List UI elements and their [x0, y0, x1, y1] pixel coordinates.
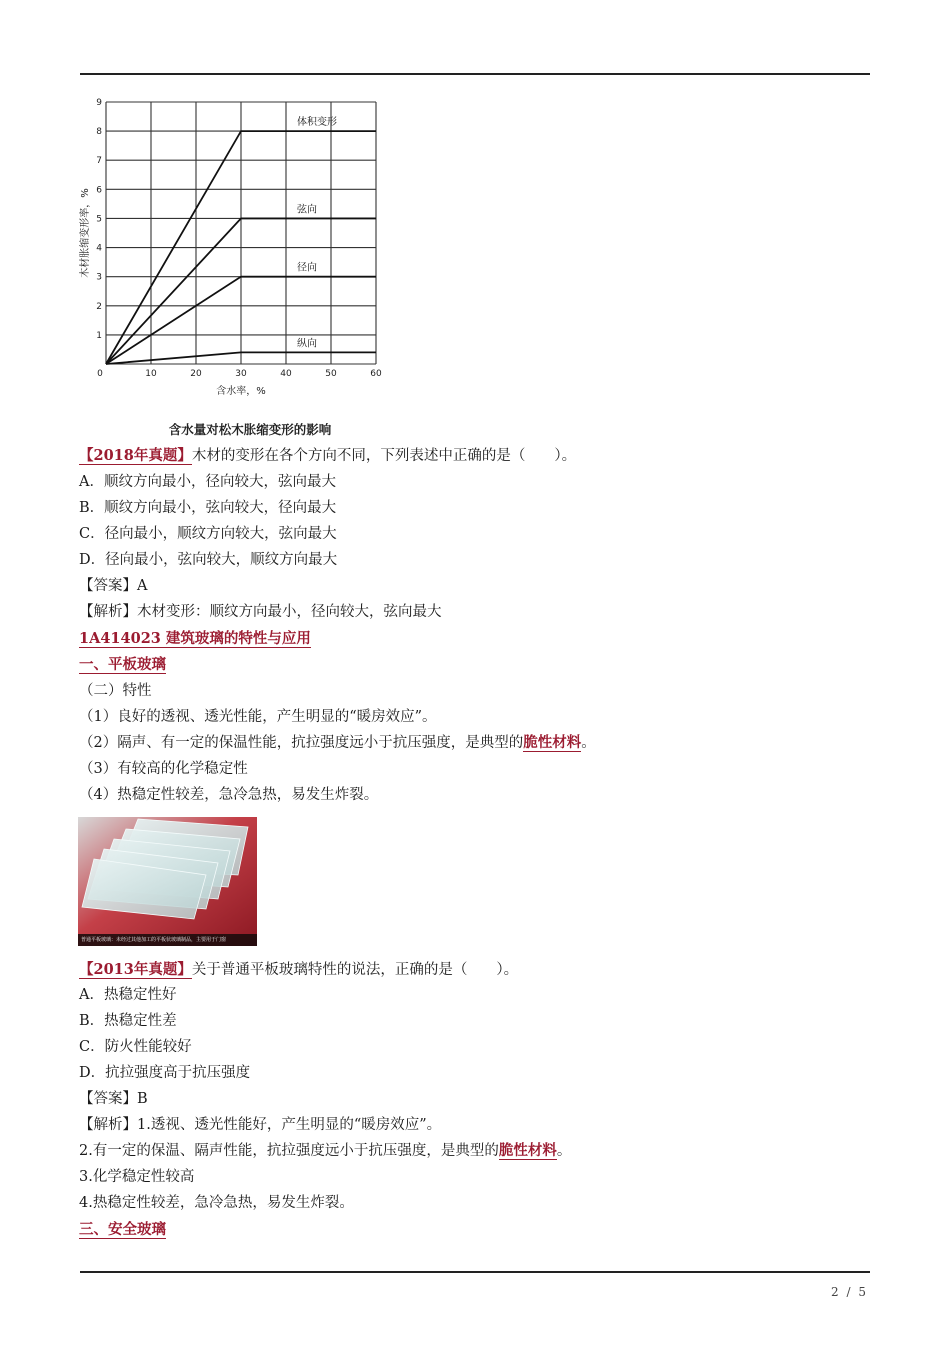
keyword-brittle-2: 脆性材料: [498, 1142, 557, 1159]
y-tick-label-2: 2: [96, 301, 102, 312]
section-title-line: [79, 630, 311, 648]
header-rule: [80, 73, 870, 75]
q2013-analysis-2: [79, 1142, 571, 1160]
x-tick-label-3: 30: [235, 369, 247, 379]
x-tick-label-5: 50: [325, 369, 337, 379]
sub1-heading: 一、平板玻璃: [79, 656, 166, 673]
x-tick-label-0: 0: [97, 369, 103, 379]
property-2: [79, 734, 596, 752]
q2013-analysis-2-end: 。: [556, 1143, 572, 1159]
property-2-end: 。: [581, 735, 596, 751]
q2013-analysis-2-text: 2.有一定的保温、隔声性能，抗拉强度远小于抗压强度，是典型的: [79, 1143, 499, 1159]
q2013-analysis-1: 【解析】1.透视、透光性能好，产生明显的“暖房效应”。: [79, 1117, 442, 1133]
q2013-option-d: D．抗拉强度高于抗压强度: [79, 1065, 251, 1081]
sub1-1-heading: （二）特性: [79, 683, 152, 699]
series-label-0: 体积变形: [297, 117, 337, 129]
q2018-option-a: A．顺纹方向最小，径向较大，弦向最大: [79, 474, 336, 490]
y-tick-label-5: 5: [96, 214, 102, 225]
keyword-brittle: 脆性材料: [523, 734, 582, 751]
glass-photo: [78, 817, 257, 946]
q2013-option-b: B．热稳定性差: [79, 1013, 177, 1029]
x-tick-label-1: 10: [145, 369, 157, 379]
q2018-answer: 【答案】A: [79, 578, 148, 594]
x-tick-label-6: 60: [370, 369, 382, 379]
q2018-analysis: 【解析】木材变形：顺纹方向最小，径向较大，弦向最大: [79, 604, 442, 620]
x-tick-label-4: 40: [280, 369, 292, 379]
q2013-tag: 【2013年真题】: [79, 961, 192, 978]
q2018-tag: 【2018年真题】: [79, 447, 192, 464]
q2013-analysis-4: 4.热稳定性较差，急冷急热，易发生炸裂。: [79, 1195, 354, 1211]
y-tick-label-4: 4: [96, 243, 102, 254]
shrinkage-chart: [78, 90, 398, 404]
footer-rule: [80, 1271, 870, 1273]
q2018-option-b: B．顺纹方向最小，弦向较大，径向最大: [79, 500, 337, 516]
series-label-1: 弦向: [297, 204, 317, 216]
q2013-option-c: C．防火性能较好: [79, 1039, 192, 1055]
q2013-stem-line: [79, 961, 518, 979]
property-1: （1）良好的透视、透光性能，产生明显的“暖房效应”。: [79, 709, 437, 725]
sub1-line: [79, 656, 166, 674]
photo-caption: 普通平板玻璃：未经过其他加工的平板状玻璃制品，主要用于门窗: [78, 934, 257, 946]
chart-svg: [78, 90, 398, 400]
q2018-option-d: D．径向最小，弦向较大，顺纹方向最大: [79, 552, 338, 568]
q2013-option-a: A．热稳定性好: [79, 987, 177, 1003]
section3-line: [79, 1221, 166, 1239]
page-number: 2 / 5: [831, 1285, 868, 1299]
y-tick-label-3: 3: [96, 272, 102, 283]
property-3: （3）有较高的化学稳定性: [79, 761, 248, 777]
series-label-3: 纵向: [297, 338, 317, 350]
y-axis-label: 木材胀缩变形率，%: [80, 188, 91, 278]
x-tick-label-2: 20: [190, 369, 202, 379]
q2013-answer: 【答案】B: [79, 1091, 148, 1107]
section-title: 1A414023 建筑玻璃的特性与应用: [79, 630, 311, 647]
property-2-text: （2）隔声、有一定的保温性能，抗拉强度远小于抗压强度，是典型的: [79, 735, 524, 751]
q2013-analysis-3: 3.化学稳定性较高: [79, 1169, 195, 1185]
q2018-stem-line: [79, 447, 576, 465]
q2013-stem: 关于普通平板玻璃特性的说法，正确的是（ ）。: [191, 962, 519, 978]
y-tick-label-9: 9: [96, 98, 102, 108]
y-tick-label-1: 1: [96, 330, 102, 341]
section3-heading: 三、安全玻璃: [79, 1221, 166, 1238]
q2018-stem: 木材的变形在各个方向不同，下列表述中正确的是（ ）。: [191, 448, 577, 464]
chart-caption: 含水量对松木胀缩变形的影响: [168, 422, 332, 437]
x-axis-label: 含水率，%: [216, 386, 266, 397]
y-tick-label-7: 7: [96, 156, 102, 167]
property-4: （4）热稳定性较差，急冷急热，易发生炸裂。: [79, 787, 379, 803]
y-tick-label-6: 6: [96, 185, 102, 196]
glass-sheets-illustration: [78, 817, 257, 946]
q2018-option-c: C．径向最小，顺纹方向较大，弦向最大: [79, 526, 337, 542]
series-label-2: 径向: [297, 262, 317, 274]
y-tick-label-8: 8: [96, 127, 102, 138]
